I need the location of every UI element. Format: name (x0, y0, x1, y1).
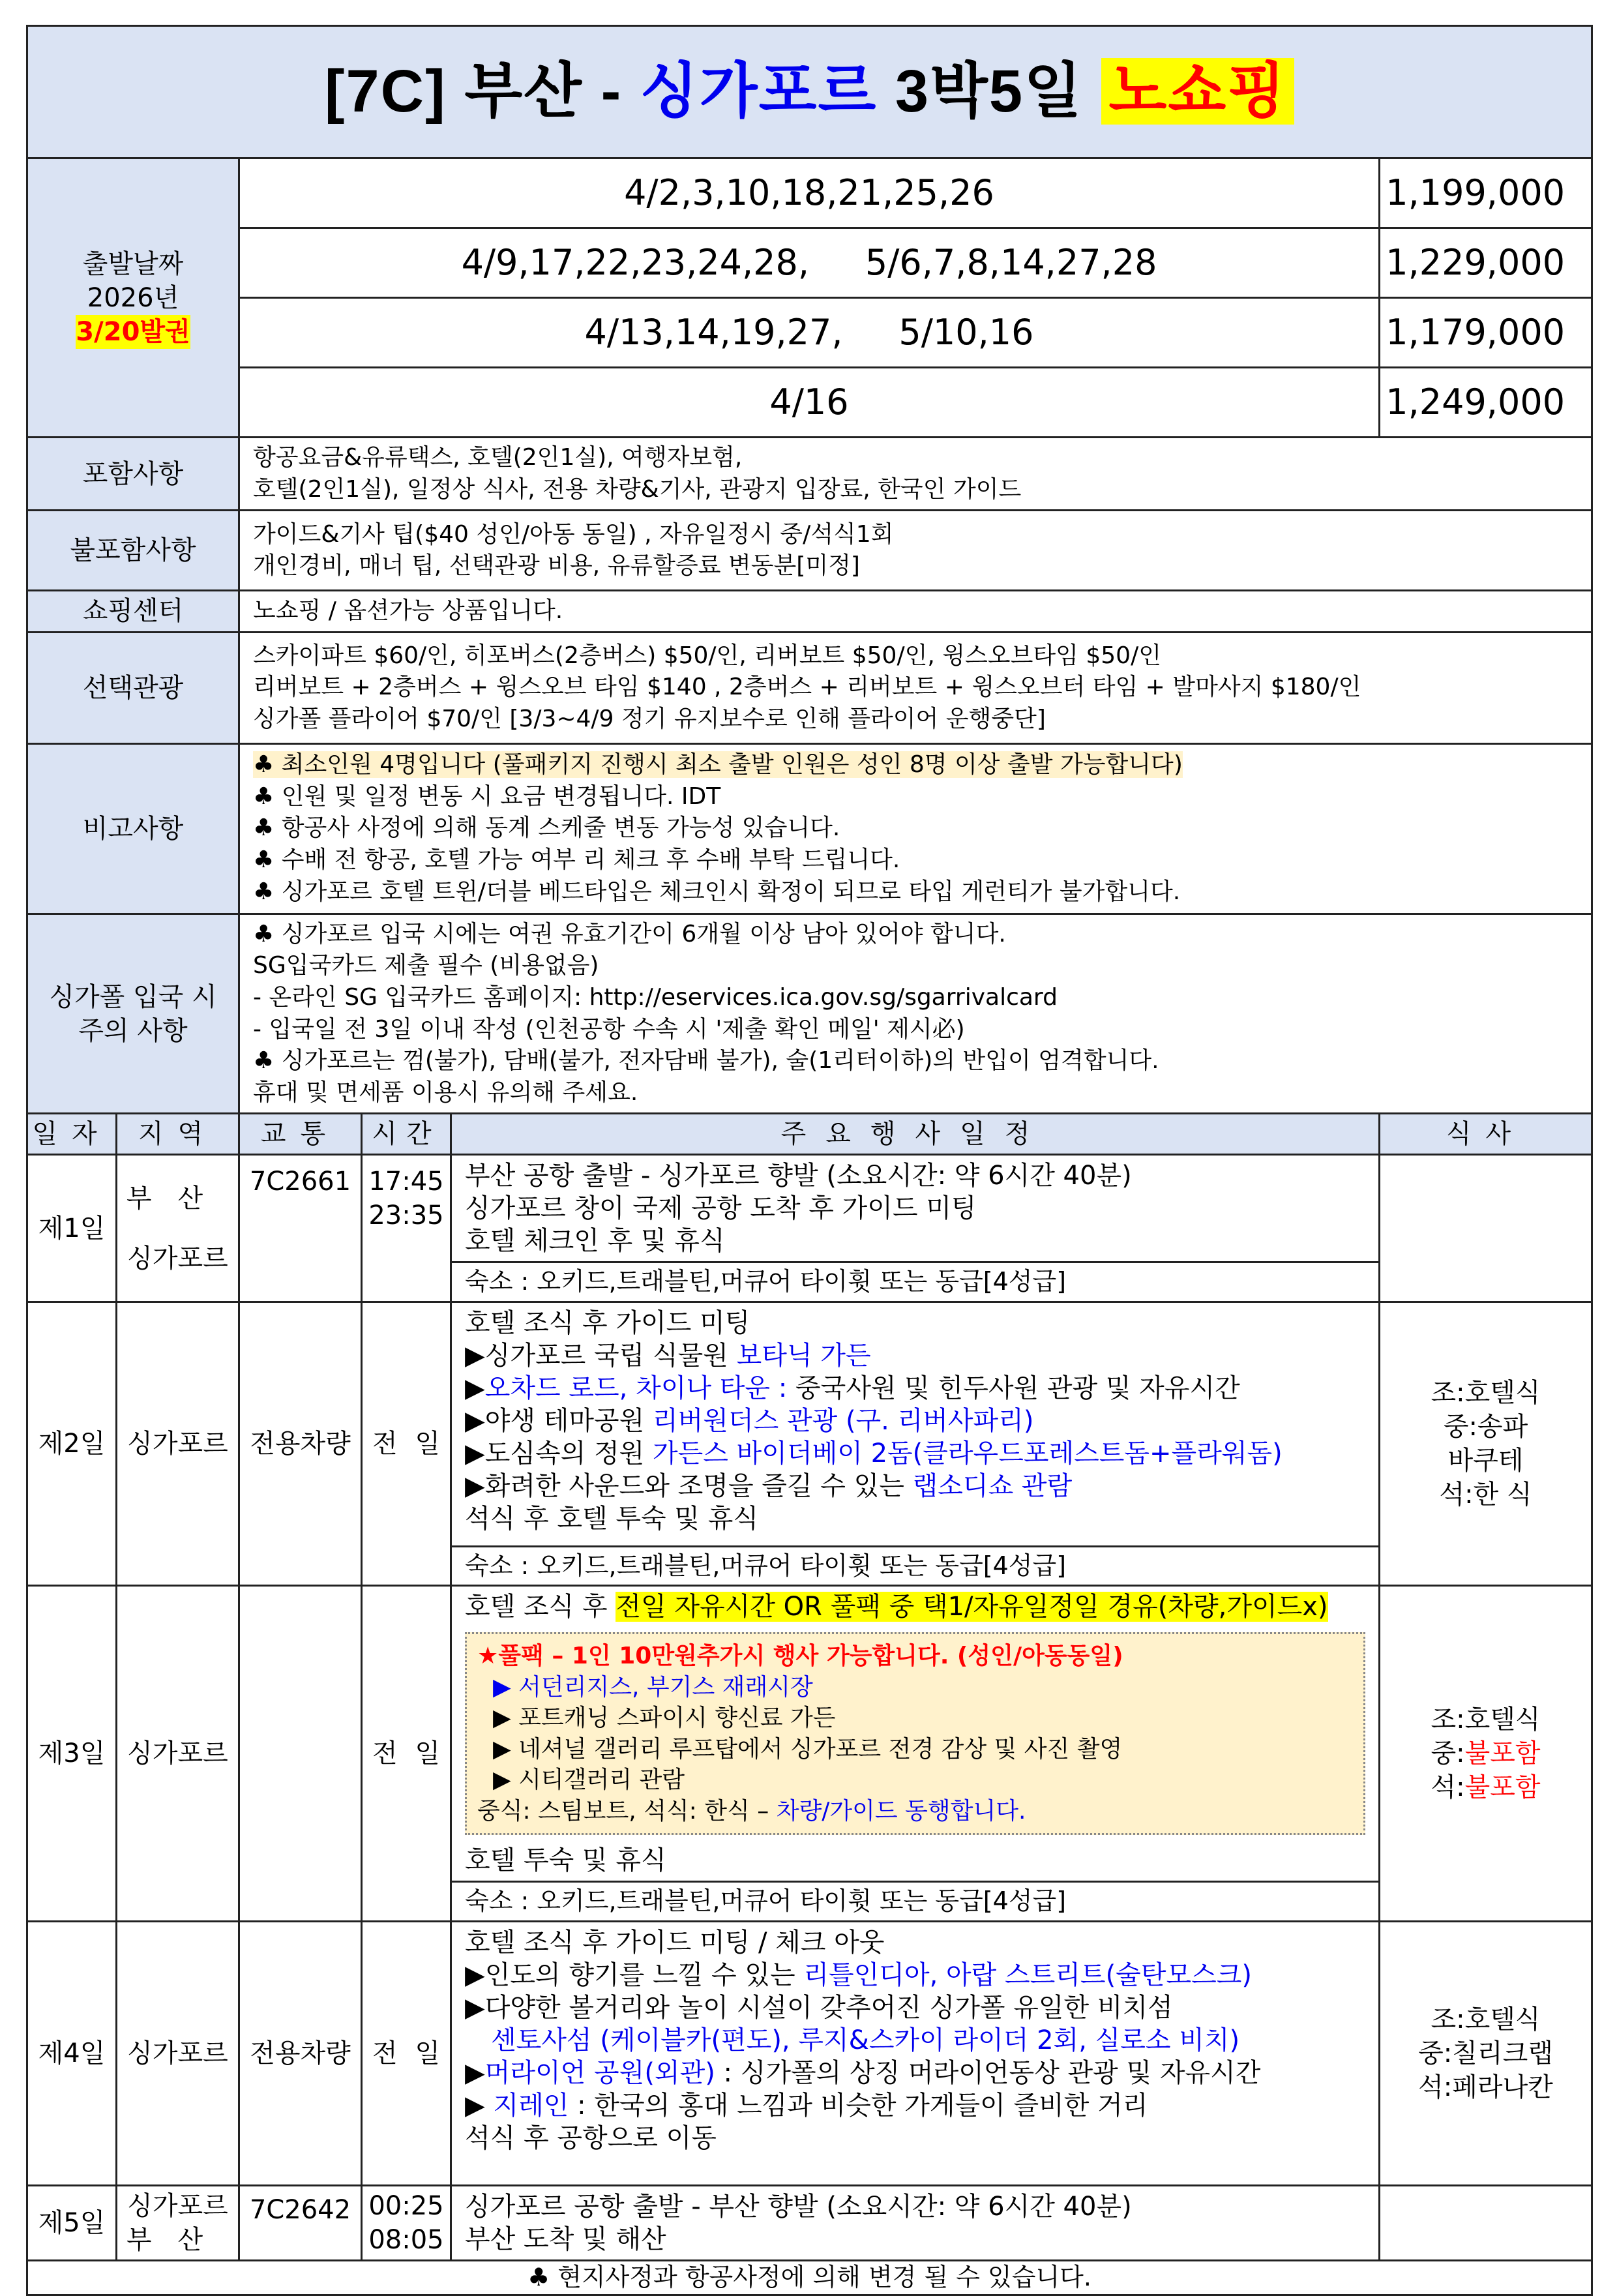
options-text: 스카이파트 $60/인, 히포버스(2층버스) $50/인, 리버보트 $50/인, 윙스오브타임 $50/인 리버보트 + 2층버스 + 윙스오브 타임 $140 , 2층버스 + 리버보트 + 윙스오브터 타임 + 발마사지 $180/인 싱가폴 플라이어 $70/인 [3/3~4/9 정기 유지보수로 인해 플라이어 운행중단] (239, 632, 1592, 743)
day4-time: 전 일 (362, 1921, 451, 2185)
departure-dates-4: 4/16 (239, 368, 1380, 438)
departure-price-4: 1,249,000 (1380, 368, 1592, 438)
day1-region: 부산 싱가포르 (117, 1155, 239, 1302)
day2-meal: 조:호텔식 중:송파 바쿠테 석:한 식 (1380, 1302, 1592, 1585)
min-people-note: ♣ 최소인원 4명입니다 (풀패키지 진행시 최소 출발 인원은 성인 8명 이상 출발 가능합니다) (253, 751, 1183, 779)
options-label: 선택관광 (27, 632, 239, 743)
header-meal: 식사 (1380, 1114, 1592, 1155)
page-title (27, 26, 1592, 158)
free-day-note: 전일 자유시간 OR 풀팩 중 택1/자유일정일 경유(차량,가이드x) (616, 1592, 1328, 1622)
tour-table (26, 25, 1593, 2296)
footer-note: ♣ 현지사정과 항공사정에 의해 변경 될 수 있습니다. (27, 2260, 1592, 2295)
day5-flight: 7C2642 (239, 2185, 362, 2260)
header-day: 일자 (27, 1114, 117, 1155)
shopping-label: 쇼핑센터 (27, 591, 239, 633)
day5-meal (1380, 2185, 1592, 2260)
remarks-label: 비고사항 (27, 743, 239, 914)
entry-label: 싱가폴 입국 시 주의 사항 (27, 914, 239, 1114)
day3-hotel: 숙소 : 오키드,트래블틴,머큐어 타이휫 또는 동급[4성급] (451, 1882, 1380, 1921)
title-prefix: [7C] 부산 - (324, 58, 640, 125)
day2-hotel: 숙소 : 오키드,트래블틴,머큐어 타이휫 또는 동급[4성급] (451, 1546, 1380, 1585)
day3-label: 제3일 (27, 1586, 117, 1921)
day3-region: 싱가포르 (117, 1586, 239, 1921)
day1-itinerary: 부산 공항 출발 - 싱가포르 향발 (소요시간: 약 6시간 40분) 싱가포르 창이 국제 공항 도착 후 가이드 미팅 호텔 체크인 후 및 휴식 (451, 1155, 1380, 1262)
day2-region: 싱가포르 (117, 1302, 239, 1585)
departure-label: 출발날짜 2026년 3/20발권 (27, 158, 239, 438)
day3-itinerary: 호텔 조식 후 전일 자유시간 OR 풀팩 중 택1/자유일정일 경유(차량,가이드x) ★풀팩 – 1인 10만원추가시 행사 가능합니다. (성인/아동동일) ▶ 서던리지스, 부기스 재래시장 ▶ 포트캐닝 스파이시 향신료 가든 ▶ 네셔널 갤러리 루프탑에서 싱가포르 전경 감상 및 사진 촬영 ▶ 시티갤러리 관람 중식: 스팀보트, 석식: 한식 – 차량/가이드 동행합니다. 호텔 투숙 및 휴식 (451, 1586, 1380, 1882)
day1-hotel: 숙소 : 오키드,트래블틴,머큐어 타이휫 또는 동급[4성급] (451, 1262, 1380, 1302)
day3-meal: 조:호텔식 중:불포함 석:불포함 (1380, 1586, 1592, 1921)
header-transport: 교통 (239, 1114, 362, 1155)
day1-flight: 7C2661 (239, 1155, 362, 1302)
day2-itinerary: 호텔 조식 후 가이드 미팅 ▶싱가포르 국립 식물원 보타닉 가든 ▶오차드 로드, 차이나 타운 : 중국사원 및 힌두사원 관광 및 자유시간 ▶야생 테마공원 리버원더스 관광 (구. 리버사파리) ▶도심속의 정원 가든스 바이더베이 2돔(클라우드포레스트돔+플라워돔) ▶화려한 사운드와 조명을 즐길 수 있는 랩소디쇼 관람 석식 후 호텔 투숙 및 휴식 (451, 1302, 1380, 1546)
departure-dates-1: 4/2,3,10,18,21,25,26 (239, 158, 1380, 228)
day1-time: 17:45 23:35 (362, 1155, 451, 1302)
day4-meal: 조:호텔식 중:칠리크랩 석:페라나칸 (1380, 1921, 1592, 2185)
botanic-garden-text: 보타닉 가든 (736, 1340, 871, 1371)
day1-label: 제1일 (27, 1155, 117, 1302)
departure-dates-3: 4/13,14,19,27, 5/10,16 (239, 298, 1380, 368)
excluded-text: 가이드&기사 팁($40 성인/아동 동일) , 자유일정시 중/석식1회 개인경비, 매너 팁, 선택관광 비용, 유류할증료 변동분[미정] (239, 511, 1592, 591)
day4-region: 싱가포르 (117, 1921, 239, 2185)
day5-region: 싱가포르 부산 (117, 2185, 239, 2260)
day4-itinerary: 호텔 조식 후 가이드 미팅 / 체크 아웃 ▶인도의 향기를 느낄 수 있는 리틀인디아, 아랍 스트리트(술탄모스크) ▶다양한 볼거리와 놀이 시설이 갖추어진 싱가폴 유일한 비치섬 센토사섬 (케이블카(편도), 루지&스카이 라이더 2회, 실로소 비치) ▶머라이언 공원(외관) : 싱가폴의 상징 머라이언동상 관광 및 자유시간 ▶ 지레인 : 한국의 홍대 느낌과 비슷한 가게들이 즐비한 거리 석식 후 공항으로 이동 (451, 1921, 1380, 2185)
shopping-text: 노쇼핑 / 옵션가능 상품입니다. (239, 591, 1592, 633)
title-destination: 싱가포르 (640, 58, 878, 125)
included-label: 포함사항 (27, 438, 239, 511)
arrival-card-url: - 온라인 SG 입국카드 홈페이지: http://eservices.ica.gov.sg/sgarrivalcard (253, 983, 1058, 1011)
day5-label: 제5일 (27, 2185, 117, 2260)
day3-time: 전 일 (362, 1586, 451, 1921)
day3-transport (239, 1586, 362, 1921)
full-package-box: ★풀팩 – 1인 10만원추가시 행사 가능합니다. (성인/아동동일) ▶ 서던리지스, 부기스 재래시장 ▶ 포트캐닝 스파이시 향신료 가든 ▶ 네셔널 갤러리 루프탑에서 싱가포르 전경 감상 및 사진 촬영 ▶ 시티갤러리 관람 중식: 스팀보트, 석식: 한식 – 차량/가이드 동행합니다. (465, 1632, 1365, 1835)
departure-price-2: 1,229,000 (1380, 228, 1592, 298)
day5-itinerary: 싱가포르 공항 출발 - 부산 향발 (소요시간: 약 6시간 40분) 부산 도착 및 해산 (451, 2185, 1380, 2260)
excluded-label: 불포함사항 (27, 511, 239, 591)
included-text: 항공요금&유류택스, 호텔(2인1실), 여행자보험, 호텔(2인1실), 일정상 식사, 전용 차량&기사, 관광지 입장료, 한국인 가이드 (239, 438, 1592, 511)
header-itinerary: 주요행사일정 (451, 1114, 1380, 1155)
day5-time: 00:25 08:05 (362, 2185, 451, 2260)
day2-label: 제2일 (27, 1302, 117, 1585)
remarks-text: ♣ 최소인원 4명입니다 (풀패키지 진행시 최소 출발 인원은 성인 8명 이상 출발 가능합니다) ♣ 인원 및 일정 변동 시 요금 변경됩니다. IDT ♣ 항공사 사정에 의해 동계 스케줄 변동 가능성 있습니다. ♣ 수배 전 항공, 호텔 가능 여부 리 체크 후 수배 부탁 드립니다. ♣ 싱가포르 호텔 트윈/더블 베드타입은 체크인시 확정이 되므로 타입 게런티가 불가합니다. (239, 743, 1592, 914)
tour-sheet (26, 25, 1591, 2296)
full-package-title: ★풀팩 – 1인 10만원추가시 행사 가능합니다. (성인/아동동일) (477, 1643, 1123, 1670)
day4-label: 제4일 (27, 1921, 117, 2185)
departure-price-1: 1,199,000 (1380, 158, 1592, 228)
title-no-shopping-badge: 노쇼핑 (1101, 58, 1295, 125)
header-time: 시간 (362, 1114, 451, 1155)
issue-date: 3/20발권 (76, 315, 190, 349)
day2-transport: 전용차량 (239, 1302, 362, 1585)
title-middle: 3박5일 (877, 58, 1101, 125)
departure-price-3: 1,179,000 (1380, 298, 1592, 368)
entry-text: ♣ 싱가포르 입국 시에는 여권 유효기간이 6개월 이상 남아 있어야 합니다. SG입국카드 제출 필수 (비용없음) - 온라인 SG 입국카드 홈페이지: http://eservices.ica.gov.sg/sgarrivalcard - 입국일 전 3일 이내 작성 (인천공항 수속 시 '제출 확인 메일' 제시必) ♣ 싱가포르는 껌(불가), 담배(불가, 전자담배 불가), 술(1리터이하)의 반입이 엄격합니다. 휴대 및 면세품 이용시 유의해 주세요. (239, 914, 1592, 1114)
day1-meal (1380, 1155, 1592, 1302)
departure-dates-2: 4/9,17,22,23,24,28, 5/6,7,8,14,27,28 (239, 228, 1380, 298)
day2-time: 전 일 (362, 1302, 451, 1585)
day4-transport: 전용차량 (239, 1921, 362, 2185)
header-region: 지역 (117, 1114, 239, 1155)
